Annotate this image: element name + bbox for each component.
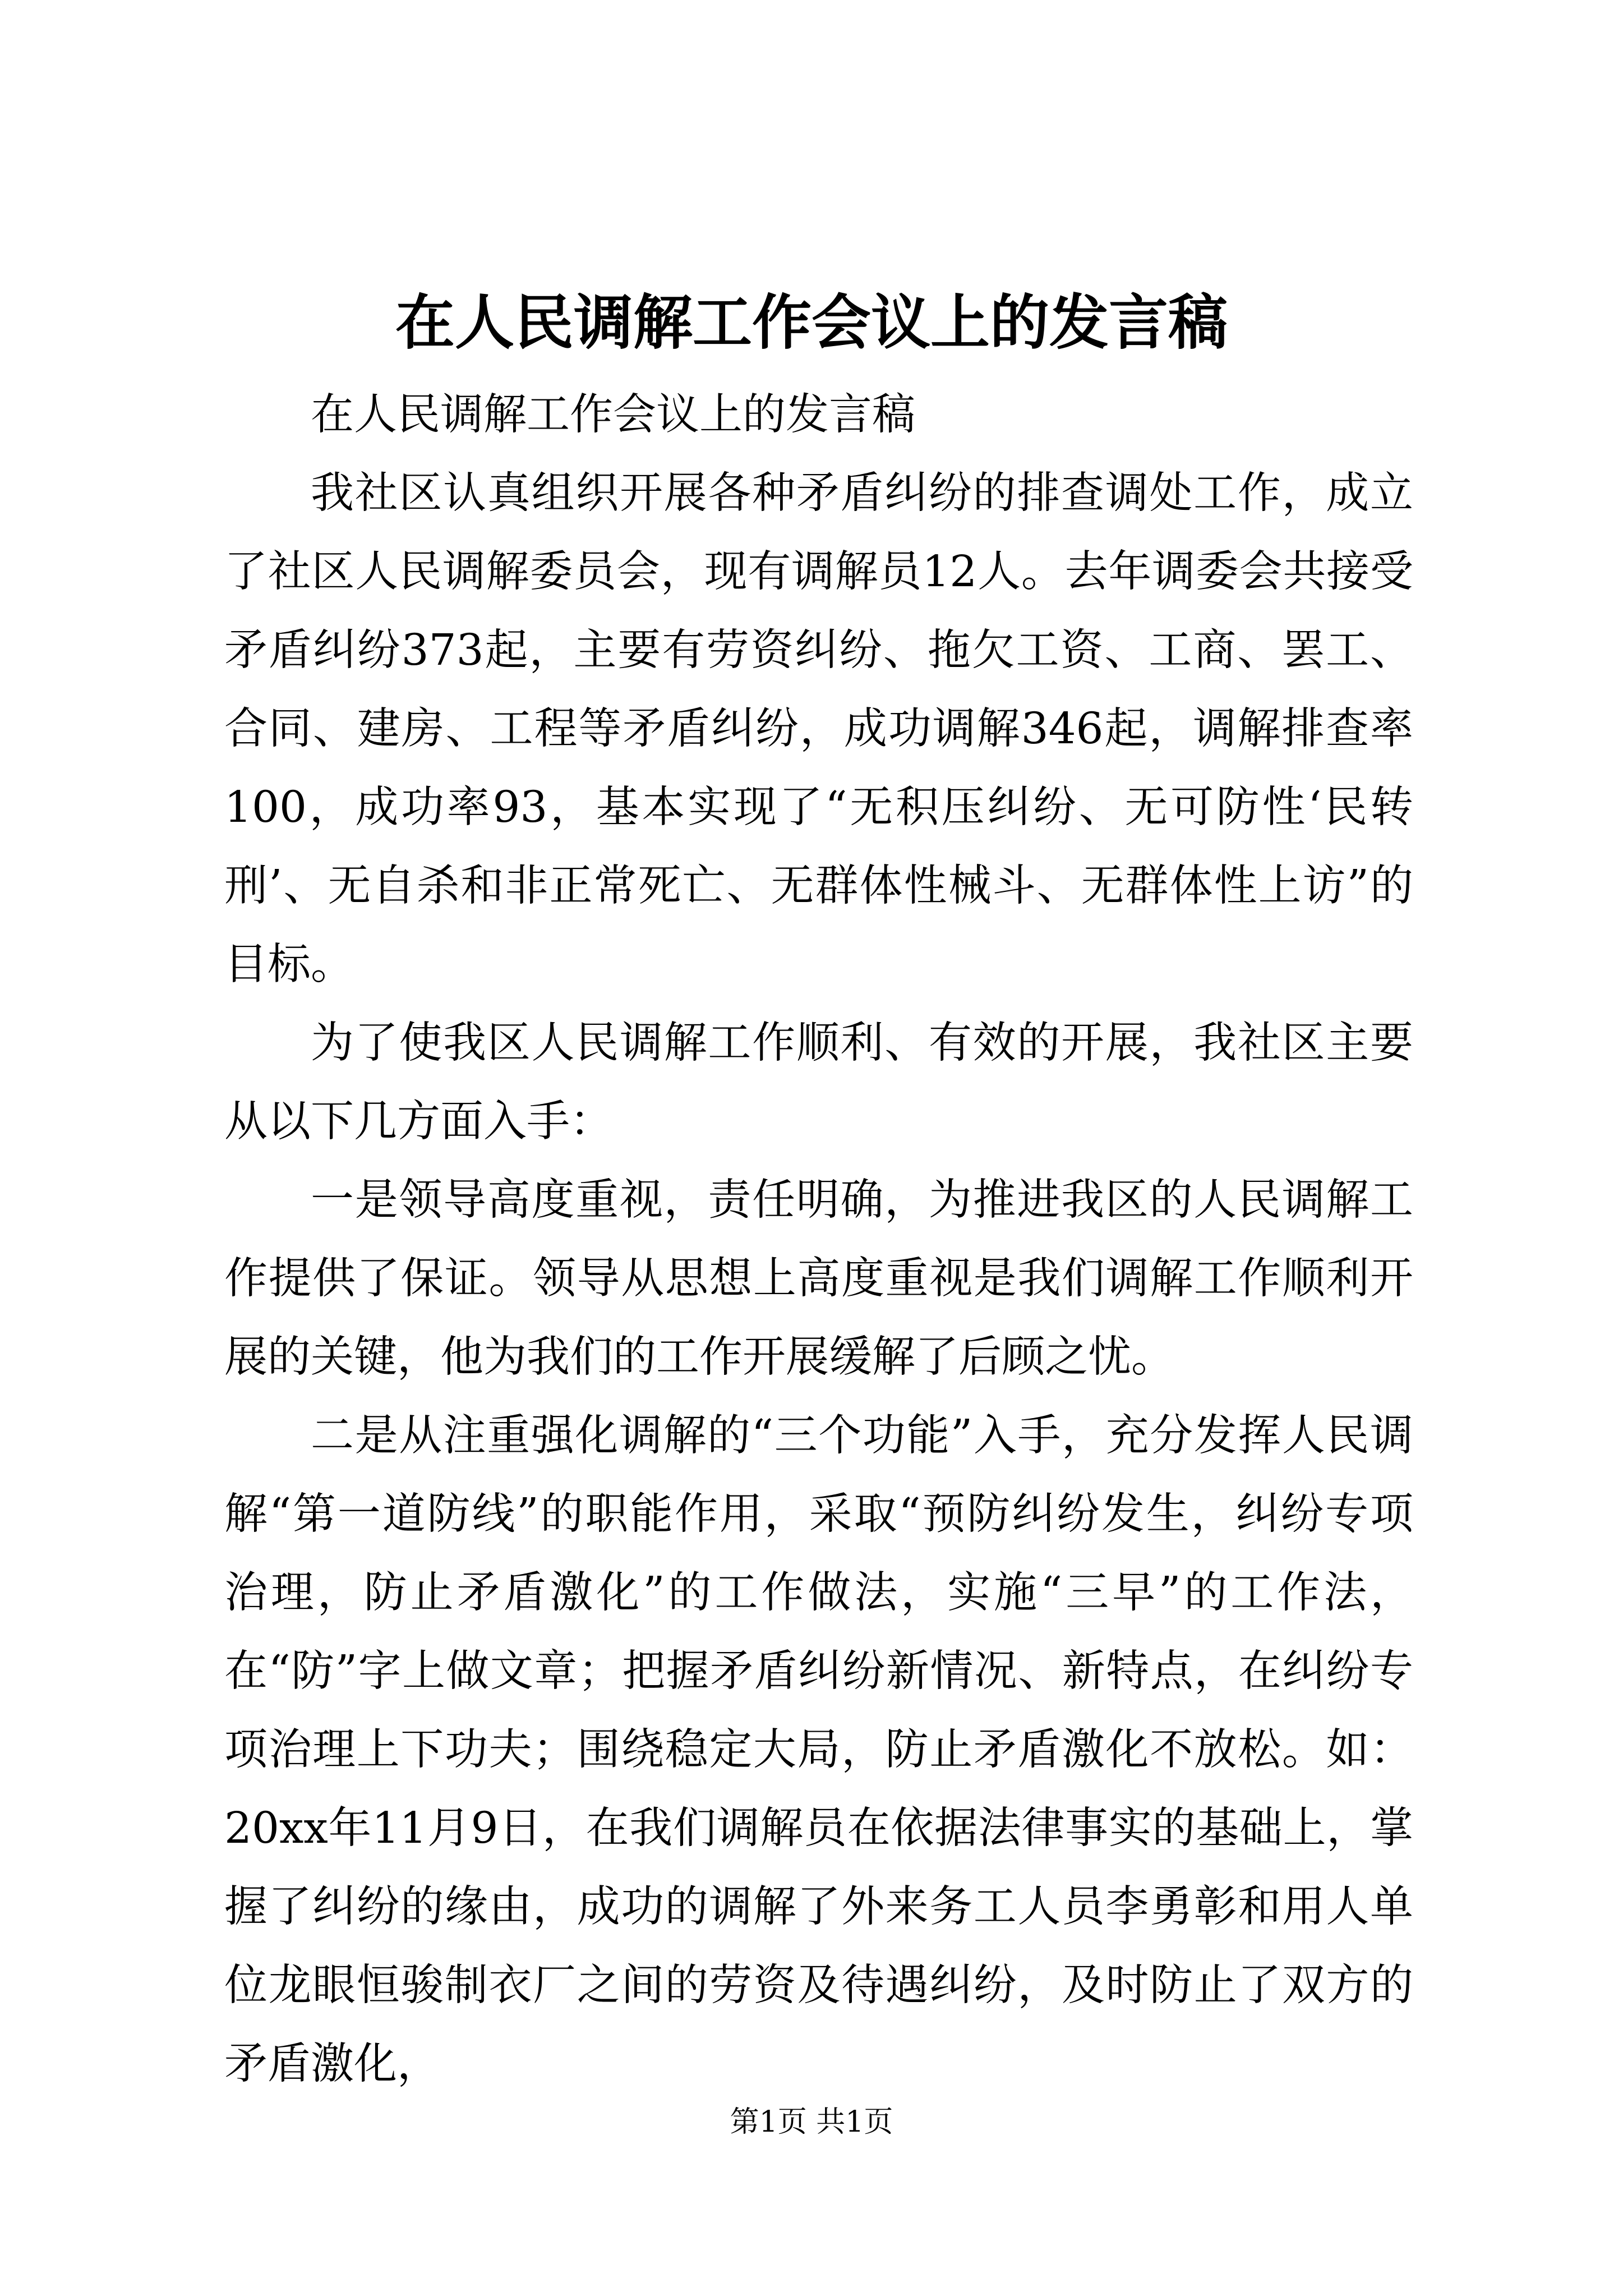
paragraph-overview: 我社区认真组织开展各种矛盾纠纷的排查调处工作，成立了社区人民调解委员会，现有调解员12人。去年调委会共接受矛盾纠纷373起，主要有劳资纠纷、拖欠工资、工商、罢工、合同、建房、工程等矛盾纠纷，成功调解346起，调解排查率100，成功率93，基本实现了“无积压纠纷、无可防性‘民转刑’、无自杀和非正常死亡、无群体性械斗、无群体性上访”的目标。 [224, 468, 1413, 990]
paragraph-point-one: 一是领导高度重视，责任明确，为推进我区的人民调解工作提供了保证。领导从思想上高度重视是我们调解工作顺利开展的关键，他为我们的工作开展缓解了后顾之忧。 [224, 1175, 1413, 1382]
document-title: 在人民调解工作会议上的发言稿 [395, 287, 1228, 357]
page-footer: 第1页 共1页 [730, 2105, 893, 2139]
paragraph-subtitle: 在人民调解工作会议上的发言稿 [311, 390, 915, 440]
document-body [224, 376, 1413, 2104]
paragraph-intro: 为了使我区人民调解工作顺利、有效的开展，我社区主要从以下几方面入手： [224, 1018, 1413, 1147]
paragraph-point-two: 二是从注重强化调解的“三个功能”入手，充分发挥人民调解“第一道防线”的职能作用，采取“预防纠纷发生，纠纷专项治理，防止矛盾激化”的工作做法，实施“三早”的工作法，在“防”字上做文章；把握矛盾纠纷新情况、新特点，在纠纷专项治理上下功夫；围绕稳定大局，防止矛盾激化不放松。如：20xx年11月9日，在我们调解员在依据法律事实的基础上，掌握了纠纷的缘由，成功的调解了外来务工人员李勇彰和用人单位龙眼恒骏制衣厂之间的劳资及待遇纠纷，及时防止了双方的矛盾激化， [224, 1411, 1413, 2089]
